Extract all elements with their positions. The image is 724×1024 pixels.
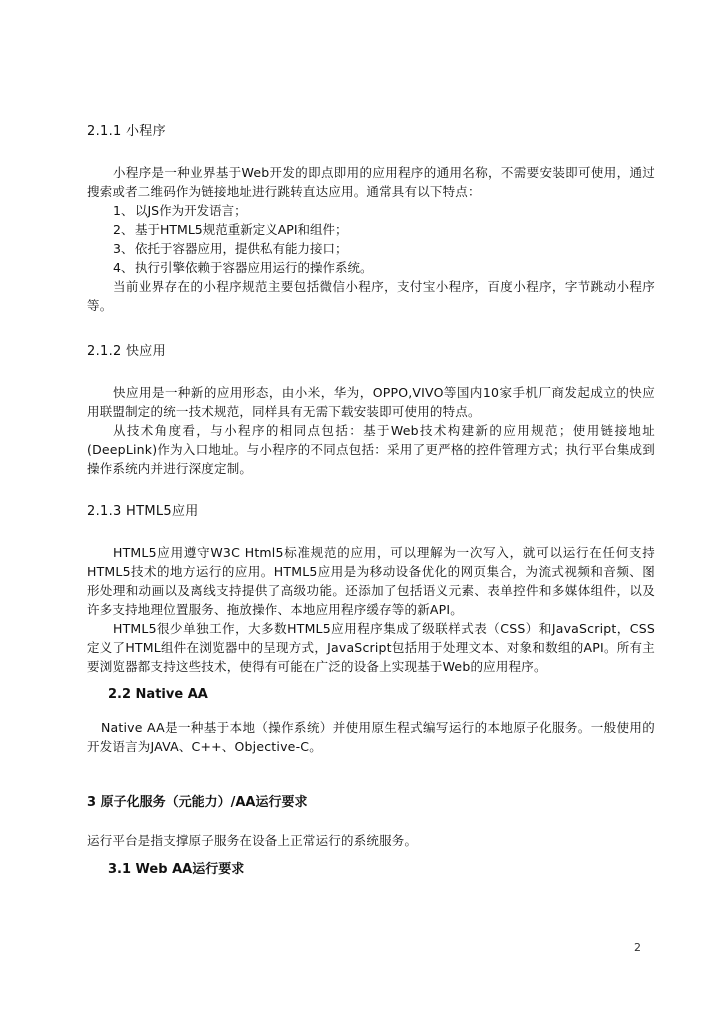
paragraph-miniprogram-closing: 当前业界存在的小程序规范主要包括微信小程序，支付宝小程序，百度小程序，字节跳动小程序等。 (87, 279, 655, 313)
paragraph-quickapp-1: 快应用是一种新的应用形态，由小米，华为，OPPO,VIVO等国内10家手机厂商发起成立的快应用联盟制定的统一技术规范，同样具有无需下载安装即可使用的特点。 (87, 385, 655, 419)
list-number: 2、 (113, 222, 134, 237)
heading-2-1-1: 2.1.1 小程序 (87, 124, 166, 139)
heading-2-1-3: 2.1.3 HTML5应用 (87, 504, 199, 519)
paragraph-native-aa: Native AA是一种基于本地（操作系统）并使用原生程式编写运行的本地原子化服务。一般使用的开发语言为JAVA、C++、Objective-C。 (87, 720, 655, 754)
list-item (113, 201, 373, 220)
paragraph-html5-1: HTML5应用遵守W3C Html5标准规范的应用，可以理解为一次写入，就可以运行在任何支持HTML5技术的地方运行的应用。HTML5应用是为移动设备优化的网页集合，为流式视频和音频、图形处理和动画以及离线支持提供了高级功能。还添加了包括语义元素、表单控件和多媒体组件，以及许多支持地理位置服务、拖放操作、本地应用程序缓存等的新API。 (87, 545, 655, 617)
feature-list (113, 201, 373, 277)
heading-2-1-2: 2.1.2 快应用 (87, 344, 166, 359)
heading-3-1: 3.1 Web AA运行要求 (108, 862, 245, 877)
list-item (113, 258, 373, 277)
heading-2-2: 2.2 Native AA (108, 687, 208, 702)
paragraph-runtime: 运行平台是指支撑原子服务在设备上正常运行的系统服务。 (87, 833, 418, 848)
list-text: 基于HTML5规范重新定义API和组件； (135, 222, 348, 237)
list-number: 1、 (113, 203, 134, 218)
paragraph-miniprogram-intro: 小程序是一种业界基于Web开发的即点即用的应用程序的通用名称，不需要安装即可使用，通过搜索或者二维码作为链接地址进行跳转直达应用。通常具有以下特点： (87, 165, 655, 199)
list-item (113, 220, 373, 239)
paragraph-quickapp-2: 从技术角度看，与小程序的相同点包括：基于Web技术构建新的应用规范；使用链接地址(DeepLink)作为入口地址。与小程序的不同点包括：采用了更严格的控件管理方式；执行平台集成到操作系统内并进行深度定制。 (87, 423, 655, 476)
page-number: 2 (634, 941, 641, 954)
heading-3: 3 原子化服务（元能力）/AA运行要求 (87, 795, 308, 810)
list-item (113, 239, 373, 258)
list-text: 依托于容器应用，提供私有能力接口； (135, 241, 348, 256)
paragraph-html5-2: HTML5很少单独工作，大多数HTML5应用程序集成了级联样式表（CSS）和JavaScript，CSS定义了HTML组件在浏览器中的呈现方式，JavaScript包括用于处理文本、对象和数组的API。所有主要浏览器都支持这些技术，使得有可能在广泛的设备上实现基于Web的应用程序。 (87, 621, 655, 674)
list-number: 4、 (113, 260, 134, 275)
list-text: 执行引擎依赖于容器应用运行的操作系统。 (135, 260, 373, 275)
list-text: 以JS作为开发语言； (135, 203, 247, 218)
list-number: 3、 (113, 241, 134, 256)
